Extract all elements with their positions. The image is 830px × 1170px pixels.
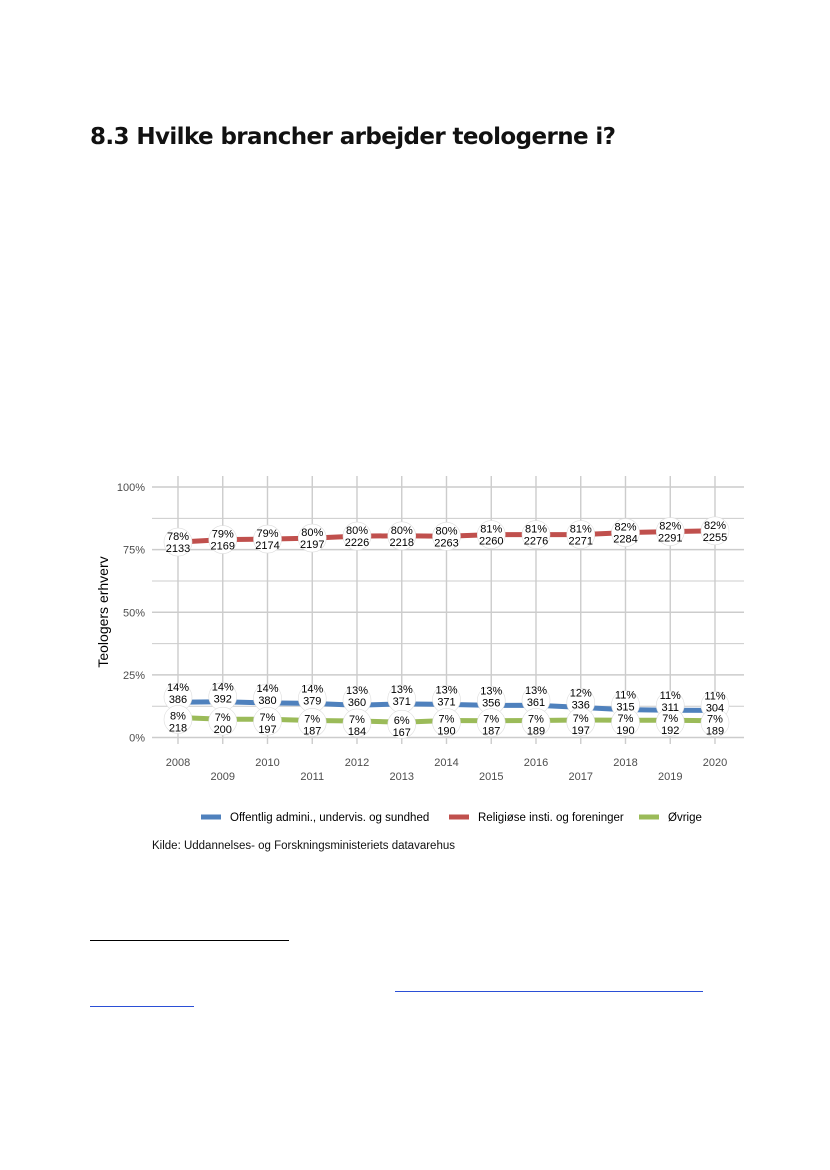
- data-label-count: 190: [616, 725, 635, 738]
- data-label-count: 2174: [255, 540, 280, 553]
- data-label-percent: 11%: [704, 690, 726, 703]
- data-label-percent: 12%: [569, 687, 592, 700]
- x-tick-label: 2020: [702, 757, 728, 769]
- x-tick-label: 2012: [344, 757, 370, 769]
- data-label-percent: 82%: [659, 520, 682, 533]
- legend-label: Øvrige: [668, 812, 702, 824]
- data-label-count: 2271: [568, 535, 593, 548]
- data-label-percent: 80%: [345, 525, 369, 538]
- data-label-count: 361: [526, 697, 546, 710]
- data-label-count: 218: [168, 722, 188, 735]
- data-label-count: 190: [437, 725, 456, 738]
- footnote-separator: [90, 940, 289, 941]
- x-tick-label: 2019: [658, 771, 683, 783]
- x-tick-label: 2010: [255, 757, 280, 769]
- data-label-count: 167: [392, 727, 411, 740]
- data-label-percent: 13%: [480, 685, 503, 698]
- section-heading: 8.3 Hvilke brancher arbejder teologerne i?: [90, 124, 616, 150]
- data-label-percent: 8%: [170, 710, 186, 723]
- data-label-percent: 11%: [614, 689, 637, 702]
- data-label-percent: 13%: [345, 685, 369, 698]
- footnote-link-underline[interactable]: [395, 991, 703, 992]
- data-label-percent: 7%: [528, 713, 544, 726]
- legend-label: Offentlig admini., undervis. og sundhed: [230, 812, 430, 824]
- y-tick-label: 25%: [122, 669, 145, 682]
- data-label-percent: 7%: [349, 713, 365, 726]
- data-label-count: 2260: [479, 535, 504, 548]
- data-label-percent: 79%: [211, 528, 234, 541]
- data-label-count: 2263: [434, 537, 459, 550]
- data-label-count: 189: [705, 725, 725, 738]
- data-label-percent: 13%: [524, 685, 548, 698]
- data-label-count: 187: [482, 725, 501, 738]
- data-label-count: 197: [571, 724, 590, 737]
- data-label-count: 371: [392, 695, 411, 708]
- data-label-percent: 14%: [211, 681, 234, 694]
- data-label-percent: 7%: [483, 713, 500, 726]
- data-label-percent: 82%: [703, 519, 727, 532]
- x-tick-label: 2011: [300, 771, 325, 783]
- data-label-count: 187: [303, 725, 322, 738]
- data-label-count: 336: [571, 699, 590, 712]
- data-label-percent: 78%: [166, 531, 190, 544]
- y-tick-label: 100%: [116, 482, 145, 494]
- data-label-count: 189: [526, 725, 546, 738]
- data-label-count: 2284: [613, 533, 638, 546]
- data-label-percent: 82%: [614, 521, 637, 534]
- x-tick-label: 2013: [389, 771, 414, 783]
- data-label-count: 2218: [389, 536, 414, 549]
- data-label-percent: 79%: [256, 528, 279, 541]
- data-label-percent: 7%: [662, 713, 679, 726]
- data-label-count: 380: [258, 694, 277, 707]
- data-label-count: 2255: [702, 531, 728, 544]
- data-label-count: 2133: [165, 543, 191, 556]
- data-label-count: 392: [213, 693, 232, 706]
- data-label-percent: 81%: [569, 523, 592, 536]
- data-label-percent: 7%: [304, 713, 321, 726]
- x-tick-label: 2009: [210, 771, 235, 783]
- data-label-percent: 80%: [435, 525, 458, 538]
- y-tick-label: 50%: [122, 607, 145, 620]
- data-label-percent: 14%: [301, 683, 324, 696]
- y-tick-label: 0%: [129, 732, 145, 745]
- data-label-count: 304: [705, 702, 725, 715]
- data-label-percent: 7%: [214, 712, 231, 725]
- x-tick-label: 2017: [568, 771, 593, 783]
- data-label-percent: 13%: [435, 684, 458, 697]
- data-label-percent: 81%: [480, 523, 503, 536]
- data-label-count: 379: [303, 695, 322, 708]
- y-tick-label: 75%: [122, 544, 145, 557]
- data-label-percent: 7%: [259, 712, 276, 725]
- x-tick-label: 2014: [434, 757, 459, 769]
- data-label-percent: 80%: [390, 524, 413, 537]
- legend-label: Religiøse insti. og foreninger: [478, 812, 624, 824]
- data-label-percent: 6%: [393, 715, 410, 728]
- data-label-percent: 81%: [524, 523, 548, 536]
- data-label-percent: 7%: [572, 712, 589, 725]
- data-label-count: 360: [347, 697, 367, 710]
- data-label-count: 2291: [658, 532, 683, 545]
- data-label-count: 184: [347, 725, 367, 738]
- x-tick-label: 2018: [613, 757, 638, 769]
- data-label-percent: 11%: [659, 690, 681, 703]
- data-label-count: 2276: [523, 535, 549, 548]
- data-label-count: 2169: [210, 540, 235, 553]
- data-label-percent: 7%: [617, 713, 634, 726]
- data-label-count: 2226: [344, 537, 370, 550]
- data-label-count: 371: [437, 696, 456, 709]
- data-label-percent: 80%: [301, 527, 324, 540]
- data-label-count: 192: [661, 725, 680, 738]
- data-label-percent: 14%: [256, 682, 279, 695]
- data-label-count: 197: [258, 724, 277, 737]
- data-label-count: 2197: [300, 539, 325, 552]
- x-tick-label: 2015: [479, 771, 504, 783]
- x-tick-label: 2008: [165, 757, 191, 769]
- data-label-count: 386: [168, 694, 188, 707]
- data-label-count: 311: [661, 702, 680, 715]
- data-label-percent: 7%: [707, 713, 723, 726]
- footnote-link-underline[interactable]: [90, 1006, 194, 1007]
- source-note: Kilde: Uddannelses- og Forskningsministeriets datavarehus: [152, 840, 455, 852]
- data-label-count: 315: [616, 701, 635, 714]
- y-axis-title: Teologers erhverv: [95, 556, 111, 668]
- data-label-percent: 14%: [166, 682, 190, 695]
- data-label-percent: 13%: [390, 683, 413, 696]
- data-label-count: 200: [213, 724, 232, 737]
- data-label-count: 356: [482, 697, 501, 710]
- x-tick-label: 2016: [523, 757, 549, 769]
- data-label-percent: 7%: [438, 713, 455, 726]
